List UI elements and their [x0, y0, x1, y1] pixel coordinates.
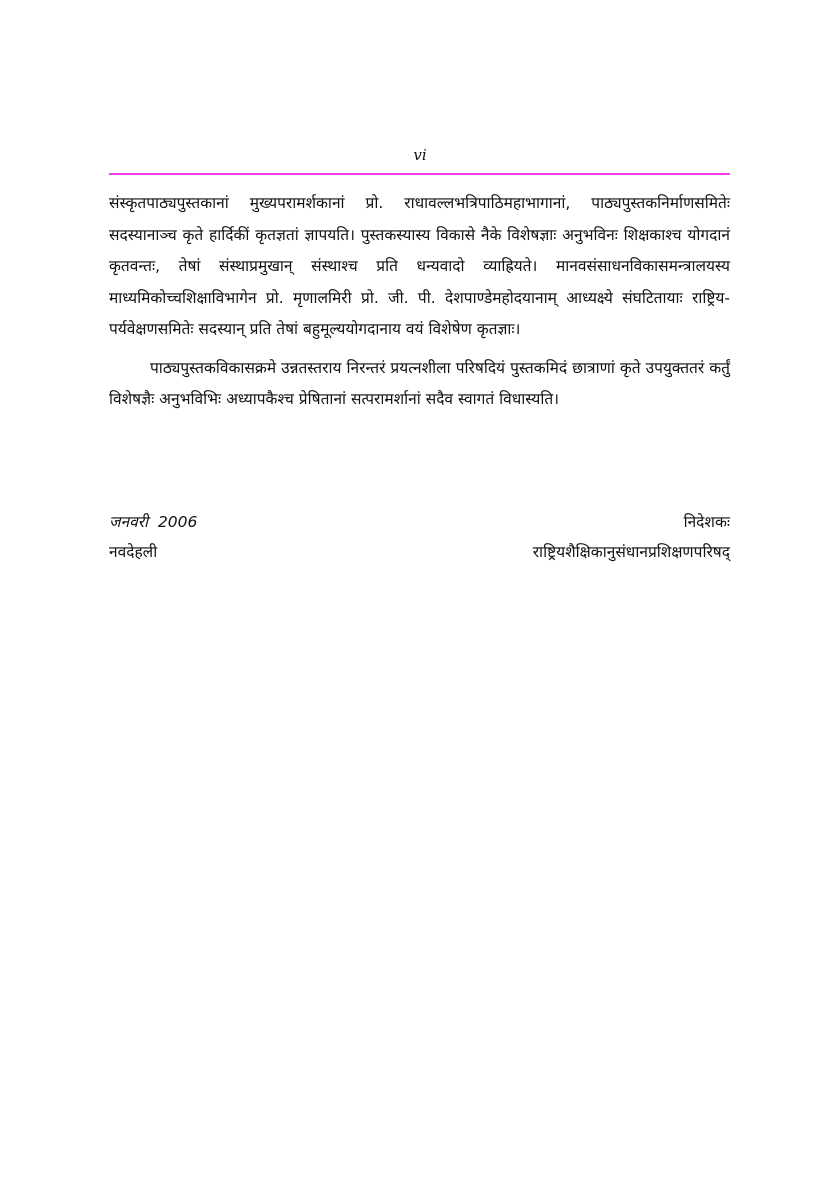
paragraph-acknowledgement: संस्कृतपाठ्यपुस्तकानां मुख्यपरामर्शकानां प्रो. राधावल्लभत्रिपाठिमहाभागानां, पाठ्यपुस्तकनिर्माणसमितेः सदस्यानाञ्च कृते हार्दिकीं कृतज्ञतां ज्ञापयति। पुस्तकस्यास्य विकासे नैके विशेषज्ञाः अनुभविनः शिक्षकाश्च योगदानं कृतवन्तः, तेषां संस्थाप्रमुखान् संस्थाश्च प्रति धन्यवादो व्याह्रियते। मानवसंसाधनविकासमन्त्रालयस्य माध्यमिकोच्चशिक्षाविभागेन प्रो. मृणालमिरी प्रो. जी. पी. देशपाण्डेमहोदयानाम् आध्यक्ष्ये संघटितायाः राष्ट्रिय-पर्यवेक्षणसमितेः सदस्यान् प्रति तेषां बहुमूल्ययोगदानाय वयं विशेषेण कृतज्ञाः। — [109, 194, 730, 338]
header-rule — [109, 173, 730, 175]
date-text: जनवरी 2006 — [109, 513, 198, 531]
organization-name: राष्ट्रियशैक्षिकानुसंधानप्रशिक्षणपरिषद् — [532, 543, 730, 561]
body-text — [109, 188, 730, 416]
signature-row-1 — [109, 510, 730, 532]
signature-row-2 — [109, 540, 730, 562]
paragraph-feedback: पाठ्यपुस्तकविकासक्रमे उन्नतस्तराय निरन्तरं प्रयत्नशीला परिषदियं पुस्तकमिदं छात्राणां कृते उपयुक्ततरं कर्तुं विशेषज्ञैः अनुभविभिः अध्यापकैश्च प्रेषितानां सत्परामर्शानां सदैव स्वागतं विधास्यति। — [109, 358, 730, 408]
signatory-title: निदेशकः — [683, 513, 730, 531]
page-number: vi — [413, 146, 427, 164]
place-text: नवदेहली — [109, 543, 158, 561]
